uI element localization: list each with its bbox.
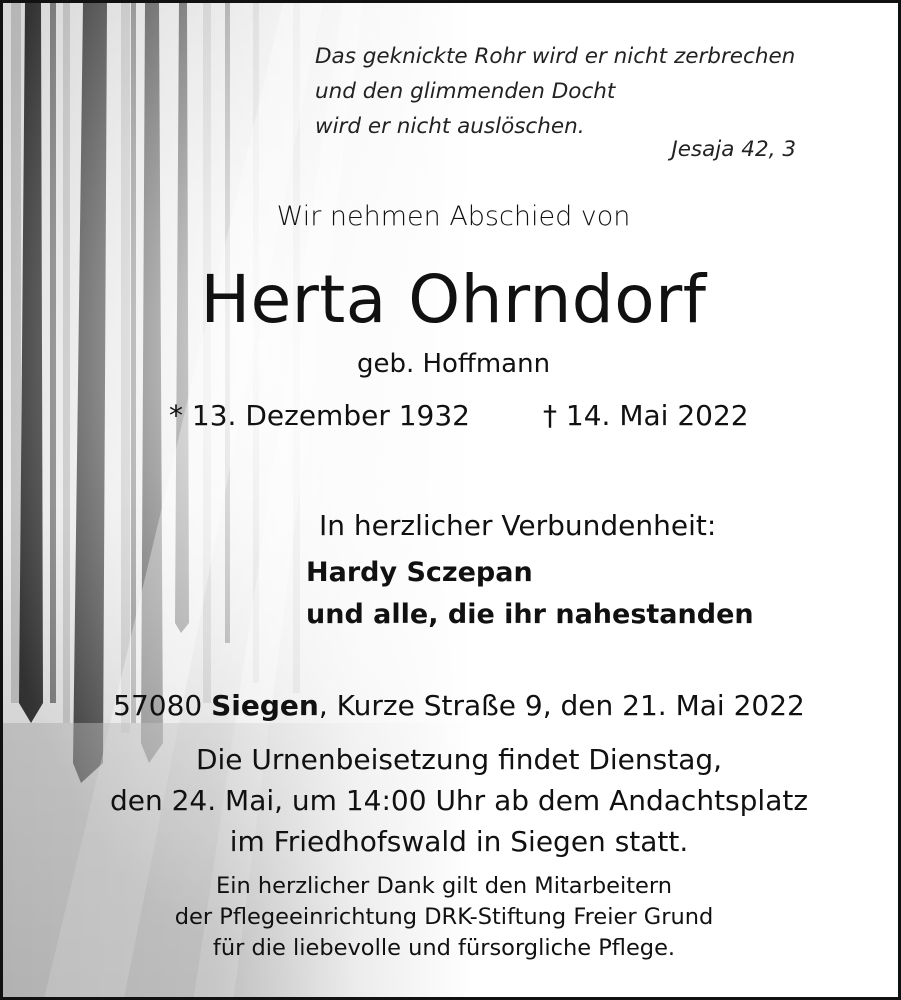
postcode: 57080 [113,689,203,722]
thanks-line: Ein herzlicher Dank gilt den Mitarbeitern [216,873,672,899]
ceremony-line: den 24. Mai, um 14:00 Uhr ab dem Andachtsplatz [109,784,809,817]
ceremony-line: im Friedhofswald in Siegen statt. [229,825,689,858]
ceremony-line: Die Urnenbeisetzung findet Dienstag, [195,743,723,776]
mourner-name: Hardy Sczepan [306,557,533,588]
birth-date: * 13. Dezember 1932 [169,399,470,432]
thanks-line: der Pflegeeinrichtung DRK-Stiftung Freier Grund [174,904,714,930]
bible-quote [315,39,795,144]
place-and-date [3,689,901,722]
city: Siegen [211,689,319,722]
mourners-intro: In herzlicher Verbundenheit: [319,509,717,542]
deceased-name: Herta Ohrndorf [200,261,707,338]
birth-name: geb. Hoffmann [356,349,551,379]
farewell-intro: Wir nehmen Abschied von [276,201,631,232]
quote-source: Jesaja 42, 3 [671,137,796,162]
mourner-name: und alle, die ihr nahestanden [306,599,754,630]
address-and-date: , Kurze Straße 9, den 21. Mai 2022 [318,689,805,722]
quote-line: wird er nicht auslöschen. [315,114,585,139]
quote-line: Das geknickte Rohr wird er nicht zerbrechen [315,44,796,69]
quote-line: und den glimmenden Docht [315,79,616,104]
thanks-line: für die liebevolle und fürsorgliche Pflege. [212,935,676,961]
death-date: † 14. Mai 2022 [543,399,749,432]
